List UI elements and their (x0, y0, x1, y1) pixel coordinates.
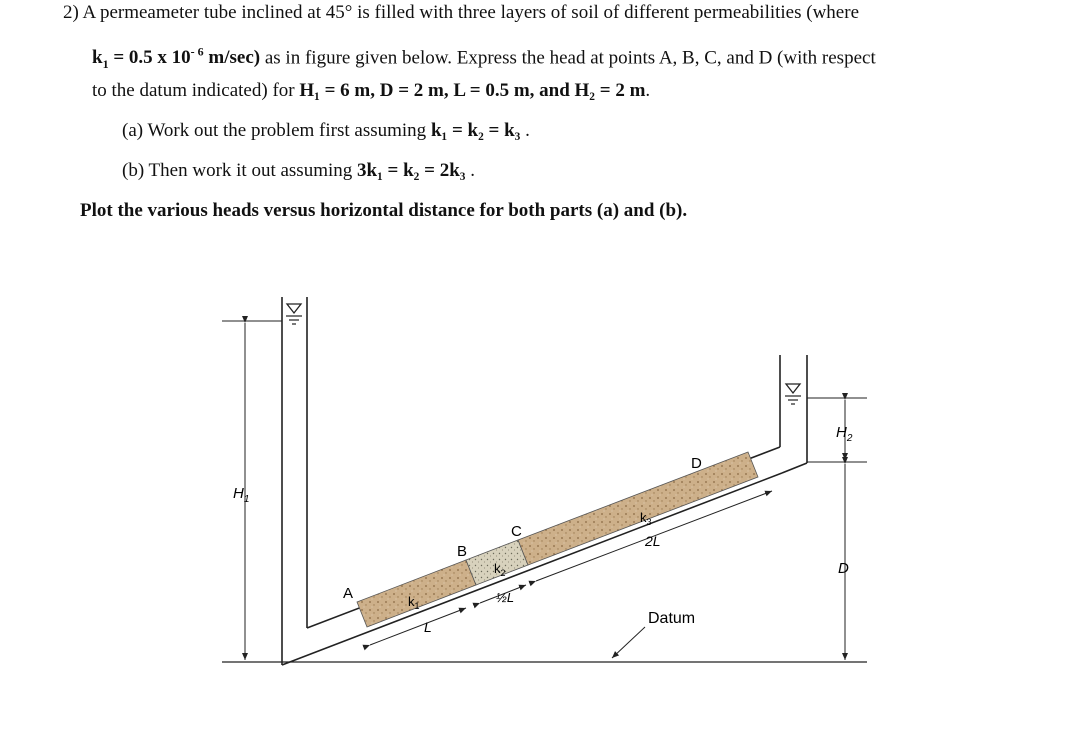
label-k2: $k_2$ (494, 561, 506, 578)
label-halfL: ½L (496, 590, 515, 605)
question-line-2-rest: as in figure given below. Express the head at points A, B, C, and D (with respect (260, 47, 876, 69)
left-water-level-icon (286, 304, 302, 324)
datum-leader-line (612, 627, 645, 658)
right-tube-bottom-corner (782, 463, 807, 473)
label-datum: Datum (648, 610, 696, 627)
soil-layer-k3 (518, 452, 758, 565)
plot-instruction: Plot the various heads versus horizontal distance for both parts (a) and (b). (80, 200, 688, 221)
label-L: L (424, 619, 432, 635)
part-a-equation: k₁ = k₂ = k₃ (430, 120, 521, 141)
label-point-B: B (457, 543, 468, 560)
part-a: (a) Work out the problem first assuming k₁ = k₂ = k₃ . (122, 120, 530, 141)
label-D-right: D (838, 560, 849, 577)
soil-layer-k1 (357, 560, 476, 627)
part-b: (b) Then work it out assuming 3k₁ = k₂ = 2k₃ . (122, 160, 475, 181)
label-point-D: D (691, 455, 702, 472)
label-k1: $k_1$ (408, 594, 420, 611)
part-b-equation: 3k₁ = k₂ = 2k₃ (357, 160, 466, 181)
question-line-3: to the datum indicated) for H₁ = 6 m, D = 2 m, L = 0.5 m, and H₂ = 2 m. (92, 80, 651, 101)
inclined-tube-lower-wall (282, 473, 782, 665)
label-H2: $H_2$ (836, 424, 853, 444)
label-point-A: A (343, 585, 354, 602)
label-k3: $k_3$ (640, 510, 652, 527)
question-intro: 2) A permeameter tube inclined at 45° is filled with three layers of soil of different permeabilities (where (63, 2, 860, 23)
label-2L: 2L (645, 533, 661, 549)
label-point-C: C (511, 523, 522, 540)
k1-value: $k_1 = 0.5$ x $10^{- 6}$ m/sec) (92, 45, 261, 72)
right-water-level-icon (785, 384, 801, 404)
given-values: H₁ = 6 m, D = 2 m, L = 0.5 m, and H₂ = 2 m (299, 80, 646, 101)
label-H1: $H_1$ (233, 485, 250, 505)
